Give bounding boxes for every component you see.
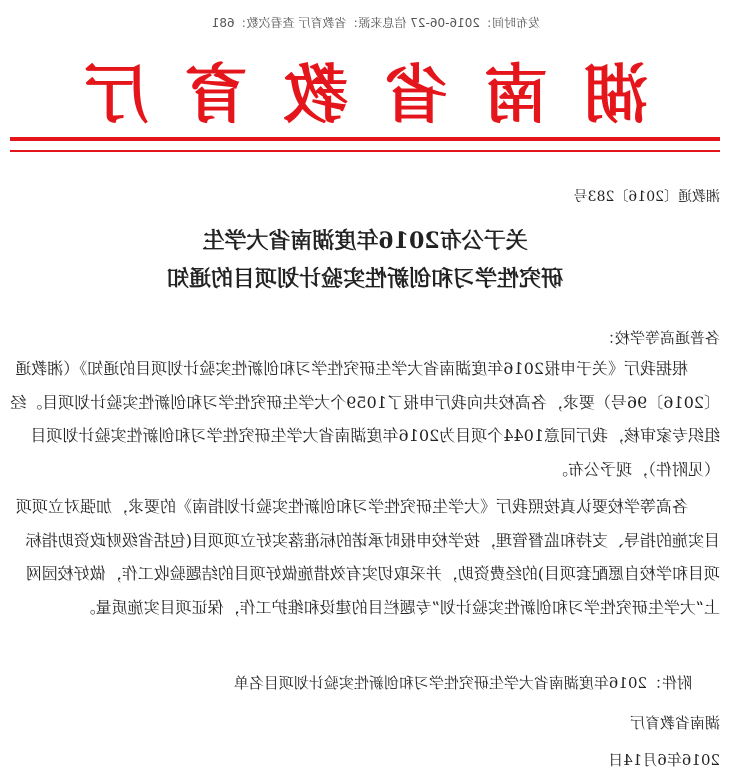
issuer-signature: 湖南省教育厅 bbox=[629, 714, 720, 732]
document-title-line-2: 研究性学习和创新性实验计划项目的通知 bbox=[167, 266, 564, 292]
banner-char: 教 bbox=[282, 58, 348, 133]
banner-char: 湖 bbox=[582, 58, 648, 133]
agency-banner bbox=[0, 48, 730, 132]
publish-meta: 发布时间：2016-06-27 信息来源：省教育厅 查看次数：681 bbox=[211, 16, 540, 30]
banner-char: 南 bbox=[482, 58, 548, 133]
banner-char: 省 bbox=[382, 58, 448, 133]
body-paragraph-1: 根据我厅《关于申报2016年度湖南省大学生研究性学习和创新性实验计划项目的通知》（湘教通〔2016〕96号）要求，各高校共向我厅申报了1059个大学生研究性学习和创新性实验计划项目。经组织专家审核，我厅同意1044个项目为2016年度湖南省大学生研究性学习和创新性实验计划项目（见附件），现予公布。 bbox=[10, 359, 720, 479]
body-paragraph-2: 各高等学校要认真按照我厅《大学生研究性学习和创新性实验计划指南》的要求，加强对立项项目实施的指导、支持和监督管理，按学校申报时承诺的标准落实好立项项目(包括省级财政资助指标项目和学校自愿配套项目)的经费资助，并采取切实有效措施做好项目的结题验收工作，做好校园网上“大学生研究性学习和创新性实验计划”专题栏目的建设和维护工作，保证项目实施质量。 bbox=[15, 497, 720, 617]
document-number: 湘教通〔2016〕283号 bbox=[573, 189, 720, 205]
attachment-line: 附件：2016年度湖南省大学生研究性学习和创新性实验计划项目名单 bbox=[233, 674, 692, 692]
salutation: 各普通高等学校： bbox=[599, 329, 720, 347]
banner-char: 厅 bbox=[82, 58, 148, 133]
red-divider-thin bbox=[10, 150, 720, 152]
issue-date: 2016年6月14日 bbox=[608, 751, 720, 769]
red-divider-thick bbox=[10, 137, 720, 141]
document-title-line-1: 关于公布2016年度湖南省大学生 bbox=[202, 228, 528, 254]
banner-char: 育 bbox=[182, 58, 248, 133]
